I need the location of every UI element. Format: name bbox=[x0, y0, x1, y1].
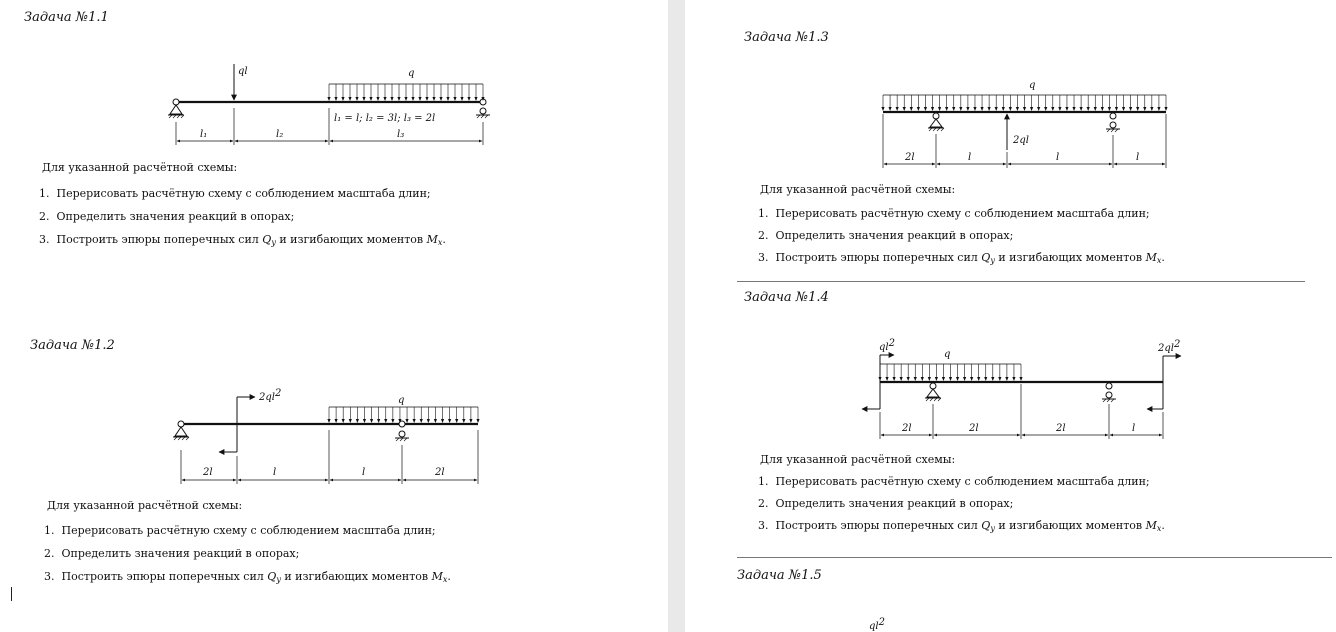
list-item: 3. Построить эпюры поперечных сил $Q_y$ и изгибающих моментов $M_x$. bbox=[758, 519, 1165, 533]
problem-title: Задача №1.1 bbox=[24, 10, 109, 25]
lengths-note: l₁ = l; l₂ = 3l; l₃ = 2l bbox=[334, 113, 436, 124]
instructions-list bbox=[44, 524, 451, 593]
list-item: 1. Перерисовать расчётную схему с соблюдением масштаба длин; bbox=[39, 187, 431, 200]
problem-title: Задача №1.5 bbox=[737, 568, 822, 583]
load-label-q: q bbox=[398, 395, 405, 406]
dim-label: l bbox=[968, 152, 972, 163]
dim-label: l bbox=[1132, 423, 1136, 434]
problem-title: Задача №1.2 bbox=[30, 338, 115, 353]
dim-label: 2l bbox=[905, 152, 915, 163]
problem-title: Задача №1.4 bbox=[744, 290, 829, 305]
instructions-intro: Для указанной расчётной схемы: bbox=[47, 499, 243, 512]
list-item: 1. Перерисовать расчётную схему с соблюдением масштаба длин; bbox=[758, 475, 1150, 488]
dim-label: 2l bbox=[435, 467, 445, 478]
dim-label: l₂ bbox=[276, 129, 284, 140]
instructions-intro: Для указанной расчётной схемы: bbox=[42, 161, 238, 174]
load-label-q: q bbox=[1029, 80, 1036, 91]
list-item: 2. Определить значения реакций в опорах; bbox=[758, 497, 1014, 510]
beam-diagram-1-5 bbox=[685, 0, 1336, 632]
moment-label-left: ql2 bbox=[879, 338, 895, 353]
moment-label: ql2 bbox=[869, 617, 885, 632]
dim-label: 2l bbox=[902, 423, 912, 434]
dim-label: 2l bbox=[203, 467, 213, 478]
distributed-load-icon bbox=[327, 407, 479, 423]
load-label-q: q bbox=[944, 349, 951, 360]
moment-label-right: 2ql2 bbox=[1158, 339, 1181, 354]
dim-label: l₁ bbox=[200, 129, 208, 140]
dim-label: 2l bbox=[969, 423, 979, 434]
list-item: 3. Построить эпюры поперечных сил $Q_y$ и изгибающих моментов $M_x$. bbox=[39, 233, 446, 247]
dim-label: l bbox=[1056, 152, 1060, 163]
moment-label: 2ql2 bbox=[259, 388, 282, 403]
list-item: 1. Перерисовать расчётную схему с соблюдением масштаба длин; bbox=[758, 207, 1150, 220]
instructions-intro: Для указанной расчётной схемы: bbox=[760, 453, 956, 466]
list-item: 2. Определить значения реакций в опорах; bbox=[39, 210, 295, 223]
list-item: 2. Определить значения реакций в опорах; bbox=[44, 547, 300, 560]
list-item: 2. Определить значения реакций в опорах; bbox=[758, 229, 1014, 242]
force-label: 2ql bbox=[1013, 135, 1029, 146]
list-item: 1. Перерисовать расчётную схему с соблюдением масштаба длин; bbox=[44, 524, 436, 537]
load-label-q: q bbox=[408, 68, 415, 79]
dim-label: l bbox=[362, 467, 366, 478]
problem-title: Задача №1.3 bbox=[744, 30, 829, 45]
list-item: 3. Построить эпюры поперечных сил $Q_y$ и изгибающих моментов $M_x$. bbox=[758, 251, 1165, 265]
dimension-lines bbox=[181, 430, 478, 484]
dim-label: l₃ bbox=[397, 129, 405, 140]
list-item: 3. Построить эпюры поперечных сил $Q_y$ и изгибающих моментов $M_x$. bbox=[44, 570, 451, 584]
document-page-right bbox=[685, 0, 1336, 632]
beam-diagram-1-2 bbox=[0, 0, 668, 500]
text-cursor bbox=[11, 587, 12, 601]
dim-label: l bbox=[273, 467, 277, 478]
load-label-ql: ql bbox=[238, 66, 248, 77]
dim-label: l bbox=[1136, 152, 1140, 163]
page-gutter bbox=[668, 0, 685, 632]
dim-label: 2l bbox=[1056, 423, 1066, 434]
instructions-intro: Для указанной расчётной схемы: bbox=[760, 183, 956, 196]
